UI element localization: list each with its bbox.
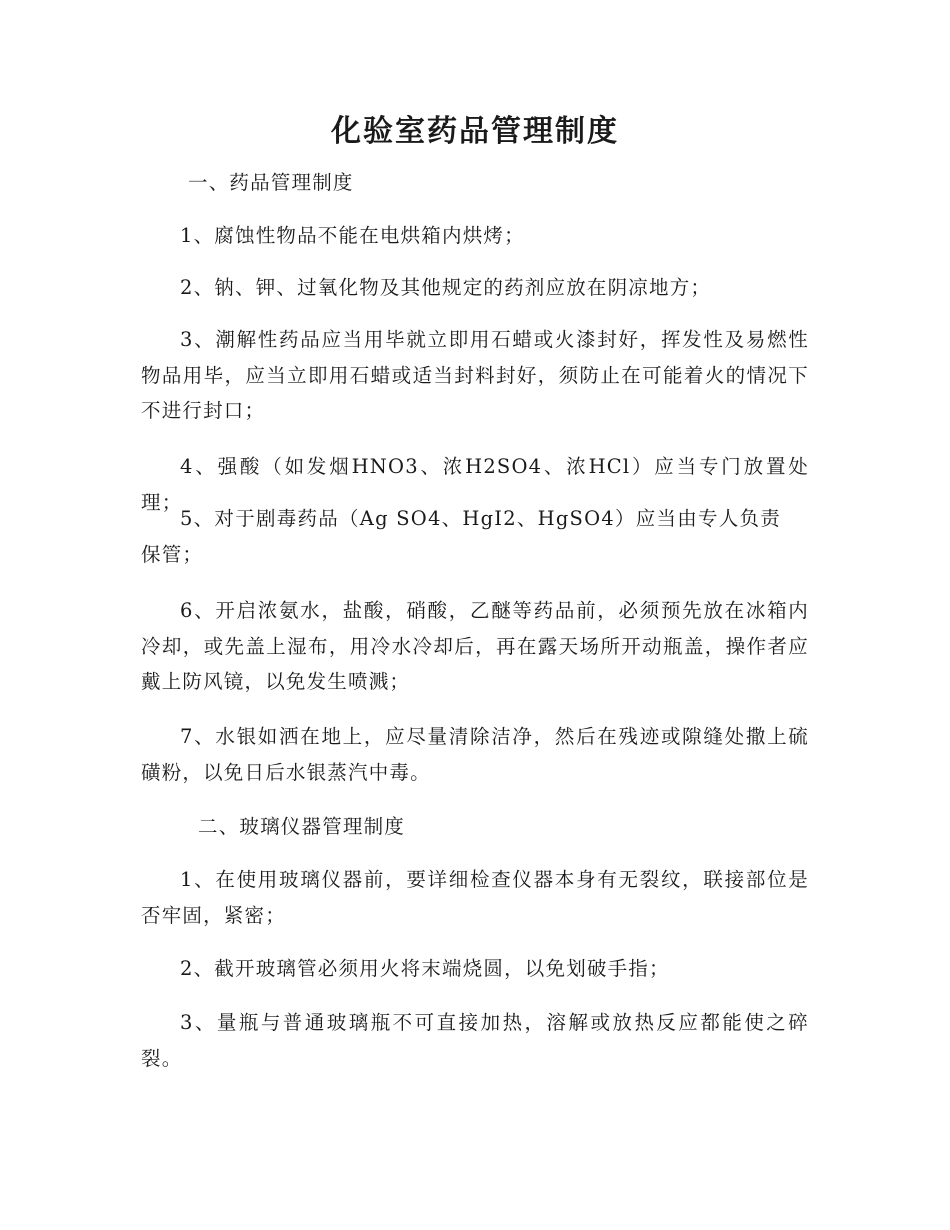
paragraph-1-1: 1、腐蚀性物品不能在电烘箱内烘烤； [180, 224, 525, 247]
paragraph-1-6: 6、开启浓氨水，盐酸，硝酸，乙醚等药品前，必须预先放在冰箱内冷却，或先盖上湿布，用冷水冷却后，再在露天场所开动瓶盖，操作者应戴上防风镜，以免发生喷溅； [141, 599, 809, 693]
paragraph-2-2: 2、截开玻璃管必须用火将末端烧圆，以免划破手指； [180, 957, 670, 980]
paragraph-1-5: 5、对于剧毒药品（Ag SO4、HgI2、HgSO4）应当由专人负责保管； [141, 507, 781, 566]
paragraph-1-7: 7、水银如洒在地上，应尽量清除洁净，然后在残迹或隙缝处撒上硫磺粉，以免日后水银蒸汽中毒。 [141, 725, 809, 784]
document-title: 化验室药品管理制度 [331, 114, 619, 149]
paragraph-2-3: 3、量瓶与普通玻璃瓶不可直接加热，溶解或放热反应都能使之碎裂。 [141, 1011, 809, 1070]
section-heading-drug-management: 一、药品管理制度 [188, 171, 354, 194]
paragraph-1-3: 3、潮解性药品应当用毕就立即用石蜡或火漆封好，挥发性及易燃性物品用毕，应当立即用石蜡或适当封料封好，须防止在可能着火的情况下不进行封口； [141, 328, 809, 422]
paragraph-2-1: 1、在使用玻璃仪器前，要详细检查仪器本身有无裂纹，联接部位是否牢固，紧密； [141, 868, 809, 927]
section-heading-glassware-management: 二、玻璃仪器管理制度 [198, 815, 406, 838]
paragraph-1-2: 2、钠、钾、过氧化物及其他规定的药剂应放在阴凉地方； [180, 276, 712, 299]
paragraph-1-4: 4、强酸（如发烟HNO3、浓H2SO4、浓HCl）应当专门放置处理； [141, 455, 809, 514]
